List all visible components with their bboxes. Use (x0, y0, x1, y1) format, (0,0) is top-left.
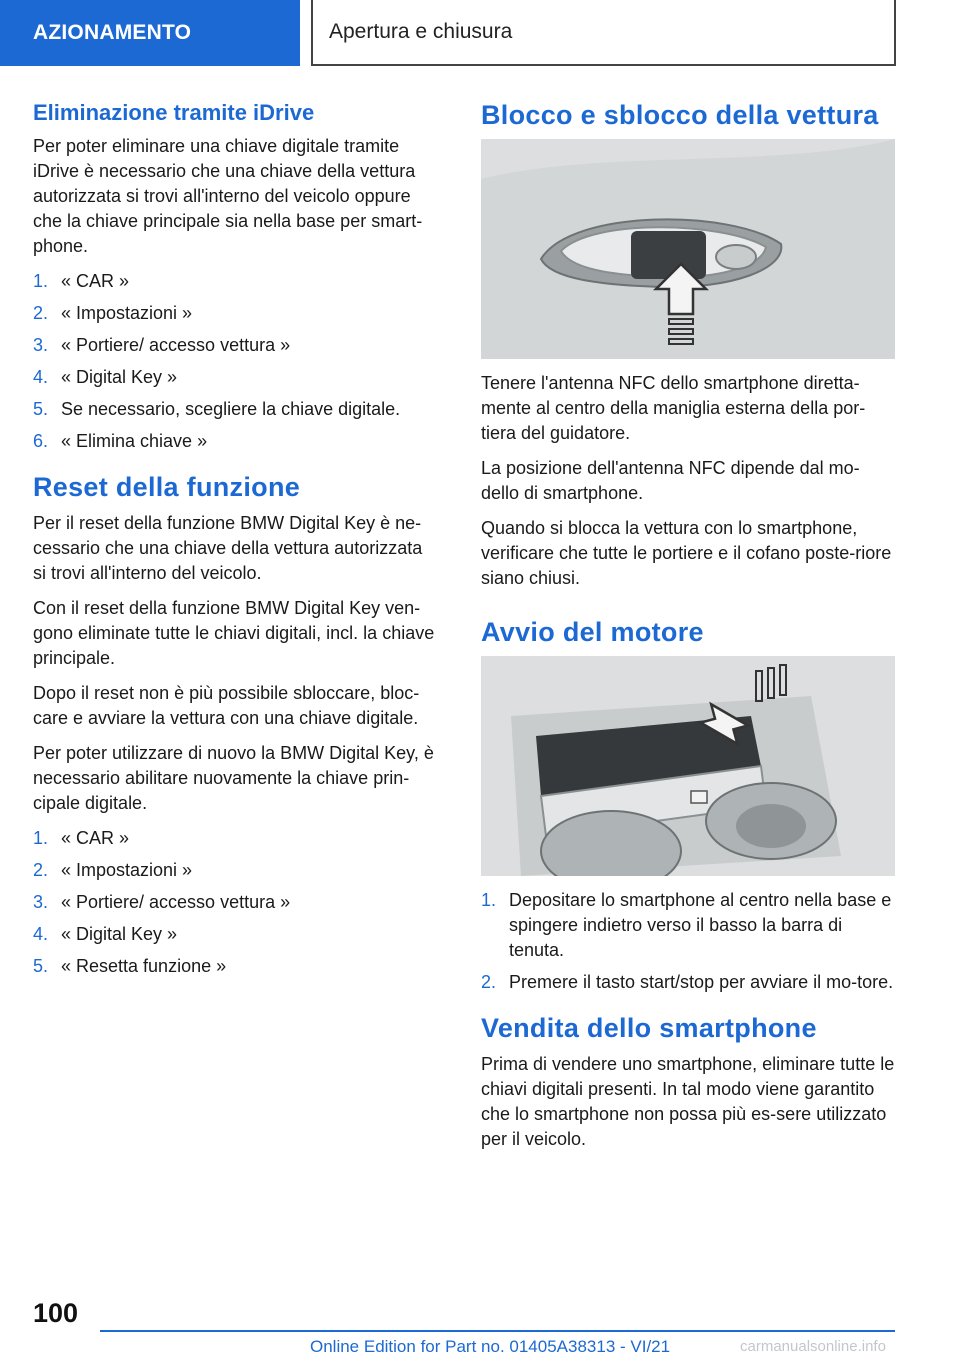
reset-title: Reset della funzione (33, 472, 301, 502)
footer-divider (100, 1330, 895, 1332)
list-item: 3. « Portiere/ accesso vettura » (33, 892, 291, 912)
selling-phone-title: Vendita dello smartphone (481, 1013, 817, 1043)
lock-paragraph-2: La posizione dell'antenna NFC dipende dal mo-dello di smartphone. (481, 458, 860, 503)
list-item: 4. « Digital Key » (33, 367, 178, 387)
right-column (481, 100, 895, 1162)
lock-paragraph-3: Quando si blocca la vettura con lo smartphone, verificare che tutte le portiere e il cofano poste-riore siano chiusi. (481, 518, 892, 588)
idrive-delete-title: Eliminazione tramite iDrive (33, 100, 315, 125)
door-handle-illustration (481, 139, 895, 359)
chapter-title: Apertura e chiusura (329, 20, 513, 43)
engine-start-title: Avvio del motore (481, 617, 704, 647)
list-item: 1. « CAR » (33, 828, 130, 848)
idrive-delete-steps (33, 269, 438, 454)
selling-paragraph: Prima di vendere uno smartphone, eliminare tutte le chiavi digitali presenti. In tal modo viene garantito che lo smartphone non possa più es-sere utilizzato per il veicolo. (481, 1054, 895, 1149)
watermark: carmanualsonline.info (740, 1338, 886, 1355)
section-tab (0, 0, 300, 66)
list-item: 6. « Elimina chiave » (33, 431, 208, 451)
list-item: 5. Se necessario, scegliere la chiave digitale. (33, 399, 401, 419)
engine-start-steps (481, 888, 895, 995)
lock-unlock-title: Blocco e sblocco della vettura (481, 100, 879, 130)
edition-text: Online Edition for Part no. 01405A38313 - VI/21 (310, 1337, 671, 1356)
list-item: 2. Premere il tasto start/stop per avviare il mo-tore. (481, 972, 894, 992)
list-item: 2. « Impostazioni » (33, 303, 193, 323)
lock-paragraph-1: Tenere l'antenna NFC dello smartphone diretta-mente al centro della maniglia esterna della por-tiera del guidatore. (481, 373, 866, 443)
door-handle-figure (481, 139, 895, 359)
list-item: 2. « Impostazioni » (33, 860, 193, 880)
chapter-header (311, 0, 896, 66)
section-title: AZIONAMENTO (33, 21, 192, 44)
list-item: 5. « Resetta funzione » (33, 956, 227, 976)
list-item: 1. « CAR » (33, 271, 130, 291)
left-column (33, 100, 438, 997)
reset-paragraph-3: Dopo il reset non è più possibile sbloccare, bloc-care e avviare la vettura con una chiave digitale. (33, 683, 420, 728)
idrive-delete-intro: Per poter eliminare una chiave digitale tramite iDrive è necessario che una chiave della vettura autorizzata si trovi all'interno del veicolo oppure che la chiave principale sia nella base per smart-phone. (33, 136, 423, 256)
phone-cradle-figure (481, 656, 895, 876)
reset-paragraph-4: Per poter utilizzare di nuovo la BMW Digital Key, è necessario abilitare nuovamente la chiave prin-cipale digitale. (33, 743, 434, 813)
list-item: 1. Depositare lo smartphone al centro nella base e spingere indietro verso il basso la barra di tenuta. (481, 890, 892, 960)
reset-steps (33, 826, 438, 979)
page-number: 100 (33, 1298, 79, 1328)
reset-paragraph-2: Con il reset della funzione BMW Digital Key ven-gono eliminate tutte le chiavi digitali, incl. la chiave principale. (33, 598, 435, 668)
phone-cradle-illustration (481, 656, 895, 876)
list-item: 3. « Portiere/ accesso vettura » (33, 335, 291, 355)
list-item: 4. « Digital Key » (33, 924, 178, 944)
reset-paragraph-1: Per il reset della funzione BMW Digital Key è ne-cessario che una chiave della vettura autorizzata si trovi all'interno del veicolo. (33, 513, 423, 583)
